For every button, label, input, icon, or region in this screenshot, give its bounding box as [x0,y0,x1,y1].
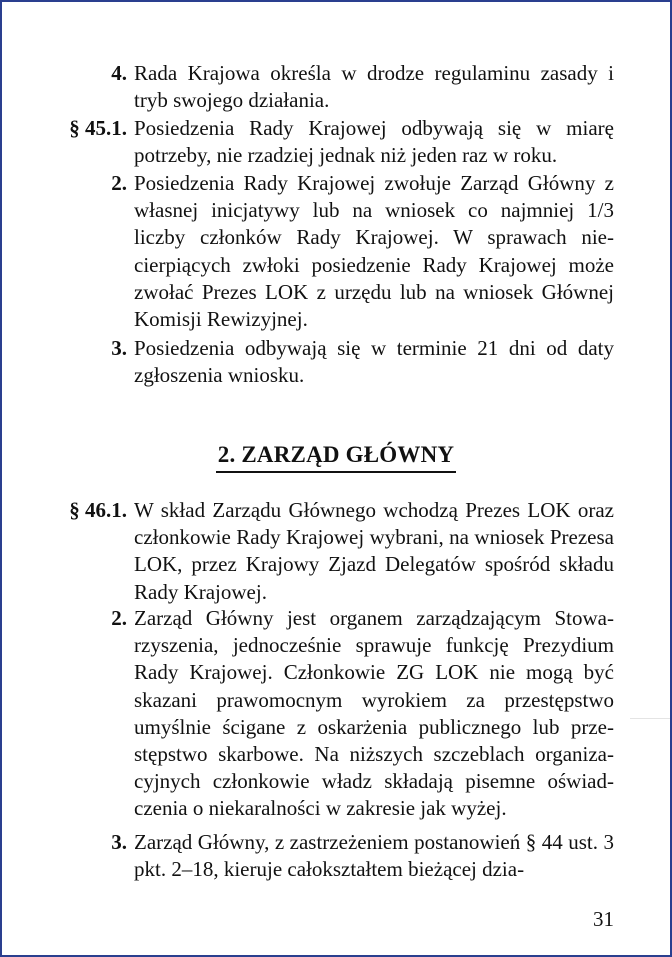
section-heading-text: 2. ZARZĄD GŁÓWNY [216,440,456,473]
paragraph-text: Zarząd Główny, z zastrzeżeniem postanowień § 44 ust. 3 pkt. 2–18, kieruje całokształtem bieżącej dzia- [134,830,614,882]
paragraph-number: § 46.1. [69,498,127,522]
paragraph-number: 4. [111,61,127,85]
paragraph-number: 2. [111,606,127,630]
paragraph-number: § 45.1. [69,116,127,140]
paragraph-text: Posiedzenia Rady Krajowej odbywają się w miarę potrzeby, nie rzadziej jednak niż jeden raz w roku. [134,116,614,168]
paragraph-number: 3. [111,830,127,854]
paragraph-text: Posiedzenia Rady Krajowej zwołuje Zarząd Główny z własnej inicjatywy lub na wniosek co najmniej 1/3 liczby członków Rady Krajowej. W sprawach niecierpiących zwłoki posiedzenie Rady Krajowej może zwołać Prezes LOK z urzędu lub na wniosek Głównej Komisji Rewizyjnej. [134,171,614,332]
page-number: 31 [593,907,614,931]
scan-edge-line [630,718,670,719]
paragraph-text: W skład Zarządu Głównego wchodzą Prezes LOK oraz członkowie Rady Krajowej wybrani, na wniosek Prezesa LOK, przez Krajowy Zjazd Delegatów spośród składu Rady Krajowej. [134,498,614,604]
paragraph-text: Zarząd Główny jest organem zarządzającym Stowarzyszenia, jednocześnie sprawuje funkcję Prezydium Rady Krajowej. Członkowie ZG LOK nie mogą być skazani prawomocnym wyrokiem za przestępstwo umyślnie ścigane z oskarżenia publicznego lub przestępstwo skarbowe. Na niższych szczeblach organizacyjnych członkowie władz składają pisemne oświadczenia o niekaralności w zakresie jak wyżej. [134,606,614,821]
paragraph-number: 2. [111,171,127,195]
paragraph-text: Rada Krajowa określa w drodze regulaminu zasady i tryb swojego działania. [134,61,614,113]
paragraph-number: 3. [111,336,127,360]
paragraph-text: Posiedzenia odbywają się w terminie 21 dni od daty zgłoszenia wniosku. [134,336,614,388]
section-heading [2,440,670,473]
